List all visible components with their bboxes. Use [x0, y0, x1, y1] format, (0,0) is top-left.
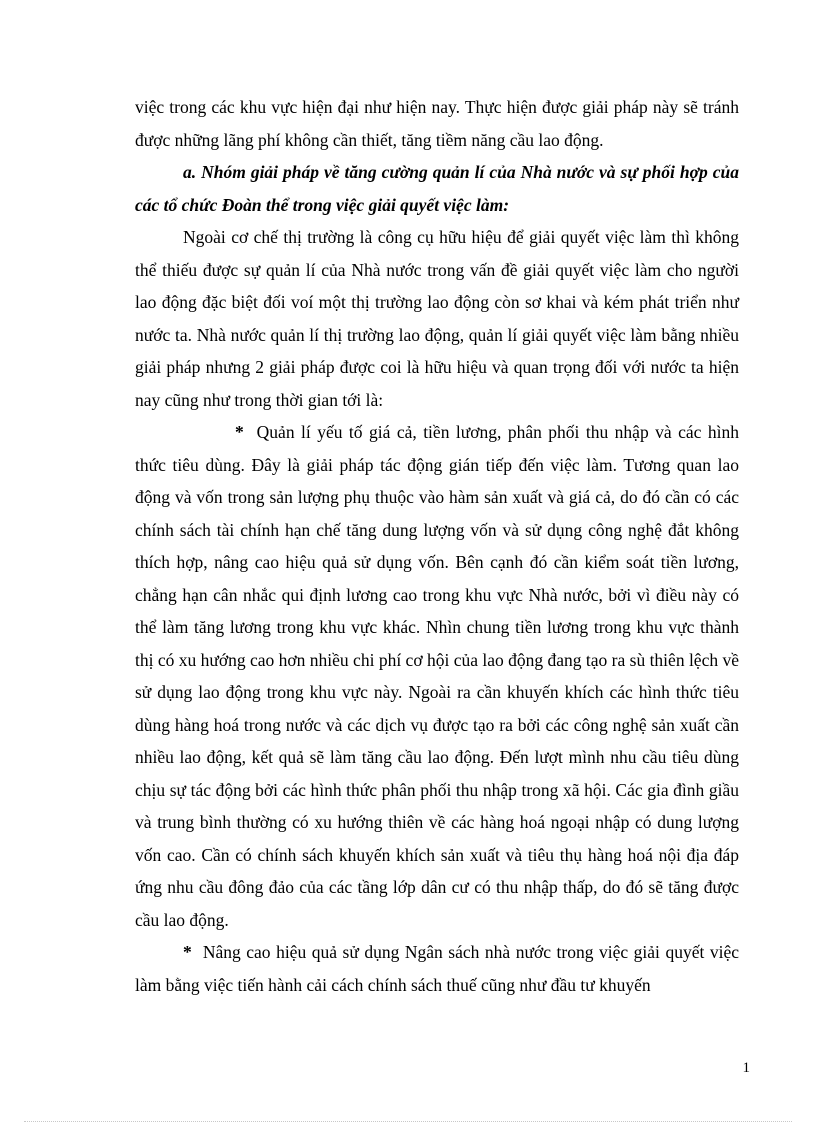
- bullet-text: Quản lí yếu tố giá cả, tiền lương, phân phối thu nhập và các hình thức tiêu dùng. Đây là giải pháp tác động gián tiếp đến việc làm. Tương quan lao động và vốn trong sản lượng phụ thuộc vào hàm sản xuất và giá cả, do đó cần có các chính sách tài chính hạn chế tăng dung lượng vốn và sử dụng công nghệ đắt không thích hợp, nâng cao hiệu quả sử dụng vốn. Bên cạnh đó cần kiểm soát tiền lương, chẳng hạn cân nhắc qui định lương cao trong khu vực Nhà nước, bởi vì điều này có thể làm tăng lương trong khu vực khác. Nhìn chung tiền lương trong khu vực thành thị có xu hướng cao hơn nhiều chi phí cơ hội của lao động đang tạo ra sù thiên lệch về sử dụng lao động trong khu vực này. Ngoài ra cần khuyến khích các hình thức tiêu dùng hàng hoá trong nước và các dịch vụ được tạo ra bởi các công nghệ sản xuất cần nhiều lao động, kết quả sẽ làm tăng cầu lao động. Đến lượt mình nhu cầu tiêu dùng chịu sự tác động bởi các hình thức phân phối thu nhập trong xã hội. Các gia đình giầu và trung bình thường có xu hướng thiên về các hàng hoá ngoại nhập có dung lượng vốn cao. Cần có chính sách khuyến khích sản xuất và tiêu thụ hàng hoá nội địa đáp ứng nhu cầu đông đảo của các tầng lớp dân cư có thu nhập thấp, do đó sẽ tăng được cầu lao động.: [135, 422, 739, 930]
- body-text: [135, 91, 739, 1001]
- bullet-paragraph-state-budget: [135, 936, 739, 1001]
- page-number: 1: [742, 1060, 750, 1076]
- paragraph-intro: Ngoài cơ chế thị trường là công cụ hữu hiệu để giải quyết việc làm thì không thể thiếu được sự quản lí của Nhà nước trong vấn đề giải quyết việc làm cho người lao động đặc biệt đối voí một thị trường lao động còn sơ khai và kém phát triển như nước ta. Nhà nước quản lí thị trường lao động, quản lí giải quyết việc làm bằng nhiều giải pháp nhưng 2 giải pháp được coi là hữu hiệu và quan trọng đối với nước ta hiện nay cũng như trong thời gian tới là:: [135, 227, 739, 410]
- section-heading: a. Nhóm giải pháp về tăng cường quản lí của Nhà nước và sự phối hợp của các tổ chức Đoàn thể trong việc giải quyết việc làm:: [135, 162, 739, 215]
- paragraph-continuation: việc trong các khu vực hiện đại như hiện nay. Thực hiện được giải pháp này sẽ tránh được những lãng phí không cần thiết, tăng tiềm năng cầu lao động.: [135, 97, 739, 150]
- page-bottom-rule: [24, 1121, 792, 1122]
- bullet-marker: *: [183, 942, 192, 962]
- bullet-marker: *: [235, 422, 244, 442]
- bullet-paragraph-prices-wages: [135, 416, 739, 936]
- bullet-text: Nâng cao hiệu quả sử dụng Ngân sách nhà nước trong việc giải quyết việc làm bằng việc tiến hành cải cách chính sách thuế cũng như đầu tư khuyến: [135, 942, 739, 995]
